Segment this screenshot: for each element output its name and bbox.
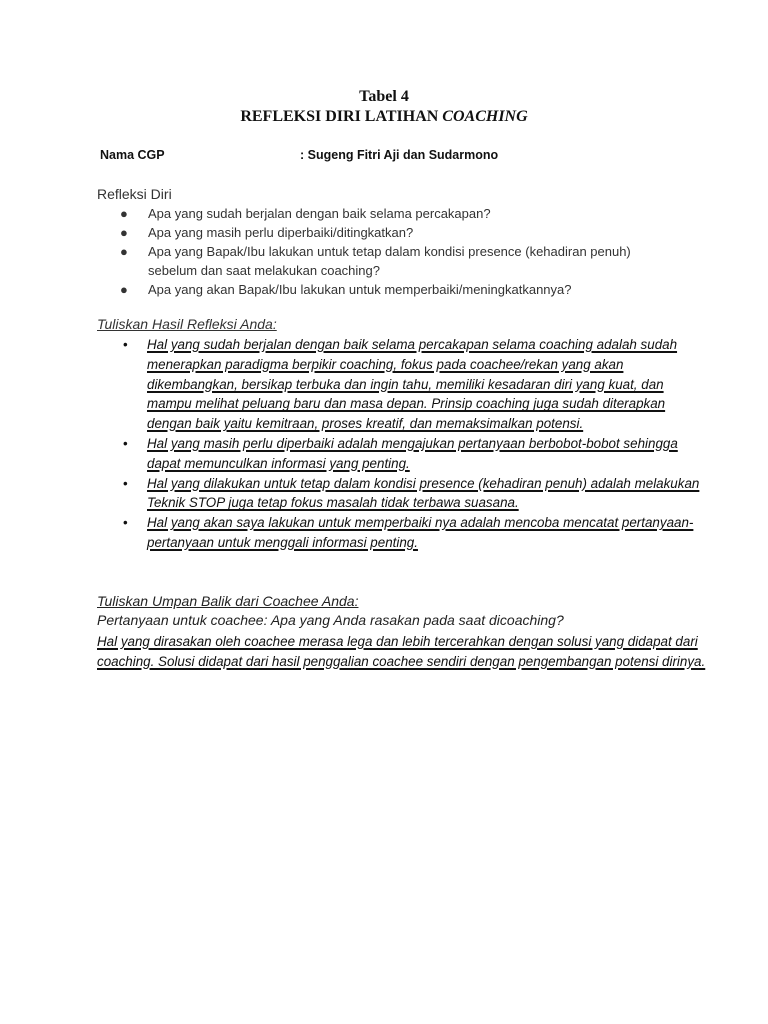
list-item <box>118 280 678 299</box>
hasil-refleksi-title: Tuliskan Hasil Refleksi Anda: <box>97 316 277 332</box>
bullet-icon: ● <box>120 225 128 240</box>
list-item <box>118 242 678 280</box>
title-emphasis: COACHING <box>442 108 528 125</box>
umpan-balik-answer-block <box>97 632 707 672</box>
refleksi-question: Apa yang sudah berjalan dengan baik selama percakapan? <box>148 206 491 221</box>
bullet-icon: • <box>123 337 128 352</box>
hasil-refleksi-answer: Hal yang sudah berjalan dengan baik selama percakapan selama coaching adalah sudah menerapkan paradigma berpikir coaching, fokus pada coachee/rekan yang akan dikembangkan, bersikap terbuka dan ingin tahu, memiliki kesadaran diri yang kuat, dan mampu melihat peluang baru dan masa depan. Prinsip coaching juga sudah diterapkan dengan baik yaitu kemitraan, proses kreatif, dan memaksimalkan potensi. <box>147 337 678 432</box>
hasil-refleksi-answer: Hal yang dilakukan untuk tetap dalam kondisi presence (kehadiran penuh) adalah melakukan Teknik STOP juga tetap fokus masalah tidak terbawa suasana. <box>147 475 700 511</box>
table-number: Tabel 4 <box>359 88 409 105</box>
refleksi-question: Apa yang akan Bapak/Ibu lakukan untuk memperbaiki/meningkatkannya? <box>148 282 572 297</box>
bullet-icon: ● <box>120 244 128 259</box>
umpan-balik-answer: Hal yang dirasakan oleh coachee merasa lega dan lebih tercerahkan dengan solusi yang didapat dari coaching. Solusi didapat dari hasil penggalian coachee sendiri dengan pengembangan potensi dirinya. <box>97 634 706 669</box>
title-main: REFLEKSI DIRI LATIHAN <box>240 108 443 125</box>
list-item <box>118 223 678 242</box>
umpan-balik-question: Pertanyaan untuk coachee: Apa yang Anda rasakan pada saat dicoaching? <box>97 612 564 628</box>
bullet-icon: • <box>123 515 128 531</box>
bullet-icon: • <box>123 475 128 491</box>
list-item <box>120 474 705 514</box>
hasil-refleksi-answer: Hal yang akan saya lakukan untuk memperbaiki nya adalah mencoba mencatat pertanyaan-pertanyaan untuk menggali informasi penting. <box>147 515 694 550</box>
list-item <box>120 434 705 474</box>
list-item <box>118 204 678 223</box>
list-item <box>120 335 705 434</box>
bullet-icon: ● <box>120 282 128 297</box>
hasil-refleksi-answer: Hal yang masih perlu diperbaiki adalah mengajukan pertanyaan berbobot-bobot sehingga dapat memunculkan informasi yang penting. <box>147 435 678 471</box>
refleksi-question: Apa yang masih perlu diperbaiki/ditingkatkan? <box>148 225 414 240</box>
list-item <box>120 513 705 553</box>
nama-cgp-label: Nama CGP <box>100 148 165 162</box>
nama-cgp-value: : Sugeng Fitri Aji dan Sudarmono <box>300 148 499 162</box>
hasil-refleksi-list <box>120 335 705 553</box>
bullet-icon: • <box>123 435 128 451</box>
umpan-balik-title: Tuliskan Umpan Balik dari Coachee Anda: <box>97 593 359 609</box>
refleksi-question: Apa yang Bapak/Ibu lakukan untuk tetap dalam kondisi presence (kehadiran penuh) sebelum dan saat melakukan coaching? <box>148 244 631 278</box>
bullet-icon: ● <box>120 206 128 221</box>
document-title <box>0 108 768 126</box>
refleksi-title: Refleksi Diri <box>97 186 172 202</box>
refleksi-question-list <box>118 204 678 299</box>
